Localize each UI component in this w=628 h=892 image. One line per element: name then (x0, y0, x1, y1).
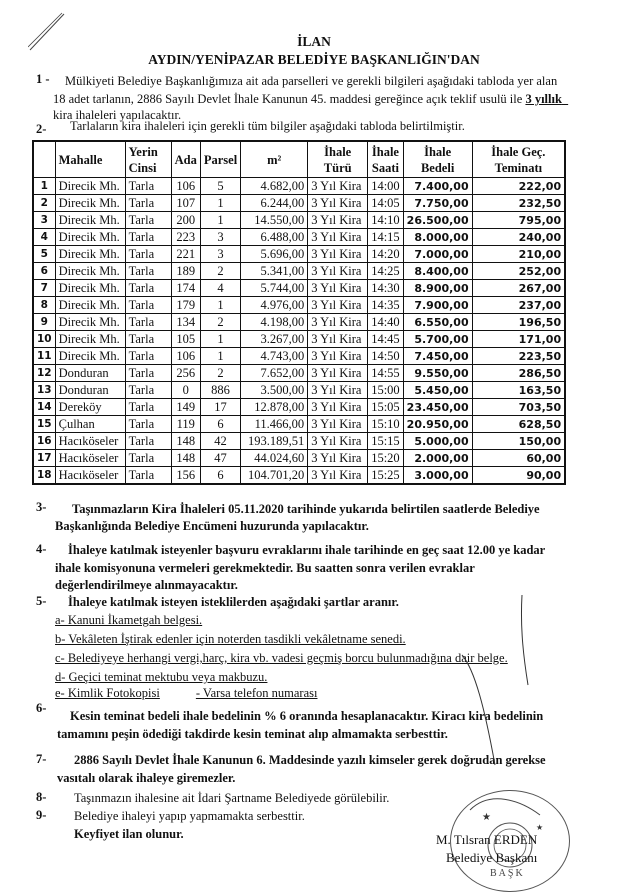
cell-ihale-saati: 14:20 (368, 246, 403, 263)
cell-gecici-teminat: 237,00 (472, 297, 565, 314)
cell-parsel: 6 (200, 467, 240, 485)
cell-row-index: 7 (33, 280, 55, 297)
cell-row-index: 2 (33, 195, 55, 212)
cell-parsel: 2 (200, 263, 240, 280)
cell-gecici-teminat: 240,00 (472, 229, 565, 246)
item-1-number: 1 - (36, 72, 50, 86)
table-row (33, 195, 565, 212)
cell-m2: 104.701,20 (241, 467, 308, 485)
cell-ada: 148 (171, 433, 200, 450)
cell-parsel: 2 (200, 314, 240, 331)
cell-ihale-saati: 14:05 (368, 195, 403, 212)
col-parsel: Parsel (200, 141, 240, 178)
cell-ihale-saati: 15:10 (368, 416, 403, 433)
table-row (33, 246, 565, 263)
cell-ihale-turu: 3 Yıl Kira (308, 348, 368, 365)
item-8-number: 8- (36, 790, 47, 804)
cell-ihale-turu: 3 Yıl Kira (308, 365, 368, 382)
cell-ihale-saati: 14:25 (368, 263, 403, 280)
item-5-number: 5- (36, 594, 47, 608)
cell-m2: 6.488,00 (241, 229, 308, 246)
item-8-text: Taşınmazın ihalesine ait İdari Şartname Belediyede görülebilir. (74, 791, 390, 805)
item-6-number: 6- (36, 701, 47, 715)
table-row (33, 178, 565, 195)
cell-gecici-teminat: 150,00 (472, 433, 565, 450)
cell-m2: 3.500,00 (241, 382, 308, 399)
cell-gecici-teminat: 171,00 (472, 331, 565, 348)
cell-ada: 106 (171, 348, 200, 365)
cell-yerin-cinsi: Tarla (125, 331, 171, 348)
cell-yerin-cinsi: Tarla (125, 212, 171, 229)
item-6-line1: Kesin teminat bedeli ihale bedelinin % 6 oranında hesaplanacaktır. Kiracı kira bedelinin (70, 709, 544, 723)
col-mahalle: Mahalle (55, 141, 125, 178)
cell-m2: 4.682,00 (241, 178, 308, 195)
cell-parsel: 5 (200, 178, 240, 195)
cell-ihale-turu: 3 Yıl Kira (308, 297, 368, 314)
cell-ihale-bedeli: 7.400,00 (403, 178, 472, 195)
svg-text:★: ★ (482, 812, 491, 823)
cell-row-index: 4 (33, 229, 55, 246)
cell-ihale-saati: 15:00 (368, 382, 403, 399)
cell-parsel: 3 (200, 246, 240, 263)
cell-ihale-turu: 3 Yıl Kira (308, 433, 368, 450)
cell-yerin-cinsi: Tarla (125, 365, 171, 382)
cell-parsel: 42 (200, 433, 240, 450)
cell-m2: 44.024,60 (241, 450, 308, 467)
item-7-line2: vasıtalı olarak ihaleye giremezler. (57, 771, 236, 785)
cell-mahalle: Çulhan (55, 416, 125, 433)
cell-ihale-saati: 14:40 (368, 314, 403, 331)
cell-yerin-cinsi: Tarla (125, 178, 171, 195)
cell-mahalle: Direcik Mh. (55, 178, 125, 195)
table-row (33, 229, 565, 246)
cell-parsel: 1 (200, 331, 240, 348)
page-subtitle: AYDIN/YENİPAZAR BELEDİYE BAŞKANLIĞIN'DAN (148, 52, 480, 67)
cell-mahalle: Donduran (55, 382, 125, 399)
cell-ada: 105 (171, 331, 200, 348)
item-5-condition-e-part1: e- Kimlik Fotokopisi (55, 686, 160, 700)
cell-ihale-saati: 15:25 (368, 467, 403, 485)
cell-yerin-cinsi: Tarla (125, 195, 171, 212)
cell-m2: 4.198,00 (241, 314, 308, 331)
table-row (33, 314, 565, 331)
cell-gecici-teminat: 286,50 (472, 365, 565, 382)
cell-ihale-bedeli: 8.400,00 (403, 263, 472, 280)
table-header-row (33, 141, 565, 178)
cell-yerin-cinsi: Tarla (125, 297, 171, 314)
cell-ada: 119 (171, 416, 200, 433)
cell-ihale-bedeli: 8.900,00 (403, 280, 472, 297)
cell-ihale-saati: 14:30 (368, 280, 403, 297)
cell-row-index: 9 (33, 314, 55, 331)
cell-yerin-cinsi: Tarla (125, 314, 171, 331)
cell-row-index: 5 (33, 246, 55, 263)
cell-parsel: 1 (200, 297, 240, 314)
item-5-condition-d: d- Geçici teminat mektubu veya makbuzu. (55, 670, 268, 684)
cell-mahalle: Dereköy (55, 399, 125, 416)
cell-parsel: 4 (200, 280, 240, 297)
table-row (33, 365, 565, 382)
cell-row-index: 13 (33, 382, 55, 399)
cell-row-index: 11 (33, 348, 55, 365)
cell-ihale-bedeli: 8.000,00 (403, 229, 472, 246)
cell-ada: 0 (171, 382, 200, 399)
cell-ihale-turu: 3 Yıl Kira (308, 314, 368, 331)
cell-ihale-saati: 15:15 (368, 433, 403, 450)
item-1-line1: Mülkiyeti Belediye Başkanlığımıza ait ada parselleri ve gerekli bilgileri aşağıdaki tabloda yer alan (65, 74, 558, 88)
cell-yerin-cinsi: Tarla (125, 416, 171, 433)
table-row (33, 280, 565, 297)
item-3-line1: Taşınmazların Kira İhaleleri 05.11.2020 tarihinde yukarıda belirtilen saatlerde Belediye (72, 502, 540, 516)
cell-row-index: 12 (33, 365, 55, 382)
cell-ihale-bedeli: 26.500,00 (403, 212, 472, 229)
signatory-name: M. Tılsran ERDEN (436, 832, 538, 847)
cell-yerin-cinsi: Tarla (125, 348, 171, 365)
cell-gecici-teminat: 196,50 (472, 314, 565, 331)
cell-ihale-turu: 3 Yıl Kira (308, 246, 368, 263)
cell-parsel: 2 (200, 365, 240, 382)
cell-m2: 5.696,00 (241, 246, 308, 263)
cell-ihale-turu: 3 Yıl Kira (308, 178, 368, 195)
cell-mahalle: Direcik Mh. (55, 331, 125, 348)
signatory-title: Belediye Başkanı (446, 850, 538, 865)
cell-ihale-turu: 3 Yıl Kira (308, 331, 368, 348)
cell-ada: 107 (171, 195, 200, 212)
svg-text:★: ★ (536, 823, 544, 832)
col-yerin-cinsi: Yerin Cinsi (125, 141, 171, 178)
cell-ada: 148 (171, 450, 200, 467)
cell-yerin-cinsi: Tarla (125, 450, 171, 467)
item-9-number: 9- (36, 808, 47, 822)
col-index (33, 141, 55, 178)
cell-ihale-saati: 14:15 (368, 229, 403, 246)
item-4-line3: değerlendirilmeye alınmayacaktır. (55, 578, 238, 592)
cell-gecici-teminat: 795,00 (472, 212, 565, 229)
cell-ihale-turu: 3 Yıl Kira (308, 212, 368, 229)
cell-ihale-saati: 14:55 (368, 365, 403, 382)
cell-m2: 12.878,00 (241, 399, 308, 416)
stamp-text: BAŞK (490, 868, 525, 879)
cell-mahalle: Direcik Mh. (55, 280, 125, 297)
cell-ada: 156 (171, 467, 200, 485)
table-row (33, 263, 565, 280)
cell-ihale-saati: 15:20 (368, 450, 403, 467)
cell-parsel: 886 (200, 382, 240, 399)
cell-m2: 3.267,00 (241, 331, 308, 348)
cell-ada: 179 (171, 297, 200, 314)
cell-ihale-bedeli: 2.000,00 (403, 450, 472, 467)
cell-m2: 4.976,00 (241, 297, 308, 314)
cell-ihale-bedeli: 7.900,00 (403, 297, 472, 314)
item-7-line1: 2886 Sayılı Devlet İhale Kanunun 6. Maddesinde yazılı kimseler gerek doğrudan gerekse (74, 753, 546, 767)
cell-ada: 134 (171, 314, 200, 331)
item-1-line3: kira ihaleleri yapılacaktır. (53, 108, 182, 122)
cell-ada: 106 (171, 178, 200, 195)
cell-mahalle: Direcik Mh. (55, 246, 125, 263)
cell-ihale-turu: 3 Yıl Kira (308, 280, 368, 297)
cell-ihale-turu: 3 Yıl Kira (308, 263, 368, 280)
page-title: İLAN (297, 34, 331, 49)
cell-yerin-cinsi: Tarla (125, 246, 171, 263)
cell-ihale-saati: 14:10 (368, 212, 403, 229)
cell-ihale-turu: 3 Yıl Kira (308, 229, 368, 246)
cell-yerin-cinsi: Tarla (125, 382, 171, 399)
col-ihale-saati: İhale Saati (368, 141, 403, 178)
cell-parsel: 17 (200, 399, 240, 416)
cell-row-index: 8 (33, 297, 55, 314)
cell-yerin-cinsi: Tarla (125, 229, 171, 246)
col-m2: m² (241, 141, 308, 178)
cell-row-index: 1 (33, 178, 55, 195)
cell-m2: 4.743,00 (241, 348, 308, 365)
cell-mahalle: Direcik Mh. (55, 314, 125, 331)
cell-ihale-turu: 3 Yıl Kira (308, 195, 368, 212)
item-5-condition-e-part2: - Varsa telefon numarası (195, 686, 318, 700)
closing-statement: Keyfiyet ilan olunur. (74, 827, 184, 841)
cell-mahalle: Direcik Mh. (55, 297, 125, 314)
item-6-line2: tamamını peşin ödediği takdirde kesin teminat alıp almamakta serbesttir. (57, 727, 448, 741)
cell-ihale-bedeli: 3.000,00 (403, 467, 472, 485)
cell-ihale-bedeli: 9.550,00 (403, 365, 472, 382)
cell-ihale-bedeli: 5.450,00 (403, 382, 472, 399)
item-5-condition-e (55, 685, 317, 701)
item-7-number: 7- (36, 752, 47, 766)
cell-ihale-turu: 3 Yıl Kira (308, 399, 368, 416)
item-2-number: 2- (36, 122, 47, 136)
table-row (33, 348, 565, 365)
cell-gecici-teminat: 232,50 (472, 195, 565, 212)
cell-ihale-turu: 3 Yıl Kira (308, 450, 368, 467)
item-2-text: Tarlaların kira ihaleleri için gerekli tüm bilgiler aşağıdaki tabloda belirtilmiştir. (70, 119, 465, 133)
table-row (33, 467, 565, 485)
cell-mahalle: Hacıköseler (55, 433, 125, 450)
cell-ihale-bedeli: 7.000,00 (403, 246, 472, 263)
cell-m2: 6.244,00 (241, 195, 308, 212)
item-3-number: 3- (36, 500, 47, 514)
table-row (33, 212, 565, 229)
cell-yerin-cinsi: Tarla (125, 263, 171, 280)
cell-yerin-cinsi: Tarla (125, 433, 171, 450)
item-5-condition-b: b- Vekâleten İştirak edenler için noterden tasdikli vekâletname senedi. (55, 632, 406, 646)
item-3-line2: Başkanlığında Belediye Encümeni huzurunda yapılacaktır. (55, 519, 369, 533)
cell-gecici-teminat: 703,50 (472, 399, 565, 416)
cell-gecici-teminat: 60,00 (472, 450, 565, 467)
cell-ihale-saati: 14:35 (368, 297, 403, 314)
cell-parsel: 1 (200, 195, 240, 212)
item-5-condition-c: c- Belediyeye herhangi vergi,harç, kira vb. vadesi geçmiş borcu bulunmadığına dair belge. (55, 651, 508, 665)
cell-ada: 256 (171, 365, 200, 382)
cell-mahalle: Direcik Mh. (55, 348, 125, 365)
cell-ihale-saati: 14:45 (368, 331, 403, 348)
cell-row-index: 14 (33, 399, 55, 416)
cell-row-index: 3 (33, 212, 55, 229)
cell-ada: 221 (171, 246, 200, 263)
cell-gecici-teminat: 163,50 (472, 382, 565, 399)
cell-ihale-saati: 14:00 (368, 178, 403, 195)
cell-ada: 200 (171, 212, 200, 229)
cell-parsel: 1 (200, 348, 240, 365)
cell-m2: 5.341,00 (241, 263, 308, 280)
cell-row-index: 16 (33, 433, 55, 450)
cell-m2: 14.550,00 (241, 212, 308, 229)
cell-mahalle: Direcik Mh. (55, 263, 125, 280)
cell-gecici-teminat: 210,00 (472, 246, 565, 263)
table-row (33, 416, 565, 433)
cell-ihale-bedeli: 5.700,00 (403, 331, 472, 348)
cell-parsel: 47 (200, 450, 240, 467)
cell-yerin-cinsi: Tarla (125, 467, 171, 485)
cell-mahalle: Hacıköseler (55, 467, 125, 485)
item-4-line1: İhaleye katılmak isteyenler başvuru evraklarını ihale tarihinde en geç saat 12.00 ye kadar (68, 543, 546, 557)
cell-ihale-turu: 3 Yıl Kira (308, 382, 368, 399)
table-row (33, 297, 565, 314)
cell-yerin-cinsi: Tarla (125, 399, 171, 416)
cell-row-index: 18 (33, 467, 55, 485)
cell-parsel: 1 (200, 212, 240, 229)
col-ihale-bedeli: İhale Bedeli (403, 141, 472, 178)
cell-gecici-teminat: 252,00 (472, 263, 565, 280)
cell-m2: 7.652,00 (241, 365, 308, 382)
cell-ada: 174 (171, 280, 200, 297)
item-1-line2 (53, 91, 568, 107)
cell-gecici-teminat: 90,00 (472, 467, 565, 485)
table-row (33, 450, 565, 467)
cell-m2: 11.466,00 (241, 416, 308, 433)
cell-m2: 5.744,00 (241, 280, 308, 297)
cell-mahalle: Hacıköseler (55, 450, 125, 467)
table-row (33, 399, 565, 416)
cell-m2: 193.189,51 (241, 433, 308, 450)
col-ihale-turu: İhale Türü (308, 141, 368, 178)
cell-row-index: 10 (33, 331, 55, 348)
cell-ada: 223 (171, 229, 200, 246)
cell-ihale-bedeli: 7.450,00 (403, 348, 472, 365)
item-4-line2: ihale komisyonuna vermeleri gerekmektedir. Bu saatten sonra verilen evraklar (55, 561, 475, 575)
cell-gecici-teminat: 223,50 (472, 348, 565, 365)
pen-stroke-mark (440, 590, 530, 790)
cell-ihale-bedeli: 23.450,00 (403, 399, 472, 416)
cell-mahalle: Direcik Mh. (55, 229, 125, 246)
cell-ihale-saati: 14:50 (368, 348, 403, 365)
item-9-text: Belediye ihaleyi yapıp yapmamakta serbesttir. (74, 809, 305, 823)
cell-row-index: 6 (33, 263, 55, 280)
cell-mahalle: Direcik Mh. (55, 195, 125, 212)
item-4-number: 4- (36, 542, 47, 556)
cell-mahalle: Direcik Mh. (55, 212, 125, 229)
cell-gecici-teminat: 267,00 (472, 280, 565, 297)
item-5-text: İhaleye katılmak isteyen isteklilerden aşağıdaki şartlar aranır. (68, 595, 399, 609)
cell-yerin-cinsi: Tarla (125, 280, 171, 297)
cell-ihale-bedeli: 20.950,00 (403, 416, 472, 433)
cell-ihale-turu: 3 Yıl Kira (308, 416, 368, 433)
cell-parsel: 3 (200, 229, 240, 246)
tender-table (32, 140, 566, 485)
table-row (33, 433, 565, 450)
table-row (33, 331, 565, 348)
col-gecici-teminat: İhale Geç. Teminatı (472, 141, 565, 178)
cell-ada: 149 (171, 399, 200, 416)
cell-mahalle: Donduran (55, 365, 125, 382)
item-1-line2-text: 18 adet tarlanın, 2886 Sayılı Devlet İhale Kanunun 45. maddesi gereğince açık teklif usulü ile (53, 92, 526, 106)
cell-ihale-saati: 15:05 (368, 399, 403, 416)
cell-gecici-teminat: 628,50 (472, 416, 565, 433)
cell-ihale-turu: 3 Yıl Kira (308, 467, 368, 485)
table-row (33, 382, 565, 399)
cell-row-index: 15 (33, 416, 55, 433)
cell-parsel: 6 (200, 416, 240, 433)
cell-row-index: 17 (33, 450, 55, 467)
cell-ihale-bedeli: 7.750,00 (403, 195, 472, 212)
item-5-condition-a: a- Kanuni İkametgah belgesi. (55, 613, 203, 627)
cell-ihale-bedeli: 5.000,00 (403, 433, 472, 450)
cell-ada: 189 (171, 263, 200, 280)
cell-ihale-bedeli: 6.550,00 (403, 314, 472, 331)
item-1-duration: 3 yıllık (525, 92, 562, 106)
col-ada: Ada (171, 141, 200, 178)
cell-gecici-teminat: 222,00 (472, 178, 565, 195)
